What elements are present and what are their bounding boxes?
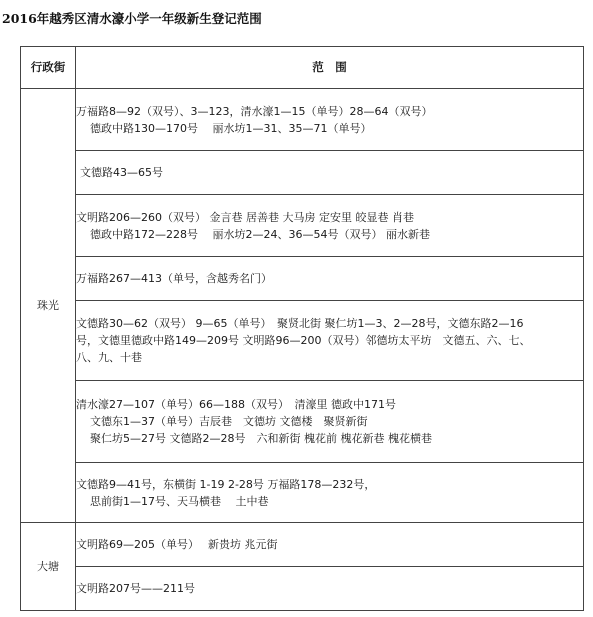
page-title: 2016年越秀区清水濠小学一年级新生登记范围 [2, 11, 262, 26]
range-line: 聚仁坊5—27号 文德路2—28号 六和新街 槐花前 槐花新巷 槐花横巷 [90, 432, 432, 445]
range-cell [76, 195, 584, 257]
table-row [21, 151, 584, 195]
table-row [21, 301, 584, 381]
registration-range-table [20, 46, 584, 611]
district-zhuguang: 珠光 [21, 89, 76, 523]
range-line: 万福路8—92（双号）、3—123，清水濠1—15（单号）28—64（双号） [76, 104, 433, 118]
range-cell [76, 463, 584, 523]
range-cell [76, 567, 584, 611]
district-datang: 大塘 [21, 523, 76, 611]
header-district: 行政街 [21, 47, 76, 89]
range-line: 文德路9—41号，东横街 1-19 2-28号 万福路178—232号， [76, 477, 376, 491]
range-line: 八、九、十巷 [76, 351, 142, 364]
range-line: 德政中路130—170号 丽水坊1—31、35—71（单号） [90, 121, 372, 135]
range-line: 文明路69—205（单号） 新贵坊 兆元街 [76, 538, 278, 551]
range-cell [76, 381, 584, 463]
table-row [21, 381, 584, 463]
table-row [21, 567, 584, 611]
range-cell [76, 301, 584, 381]
range-cell [76, 257, 584, 301]
range-line: 思前街1—17号、天马横巷 土中巷 [90, 494, 269, 508]
range-line: 文明路206—260（双号） 金言巷 居善巷 大马房 定安里 皎显巷 肖巷 [76, 210, 414, 224]
range-line: 清水濠27—107（单号）66—188（双号） 清濠里 德政中171号 [76, 398, 396, 411]
range-line: 文德路30—62（双号） 9—65（单号） 聚贤北街 聚仁坊1—3、2—28号，文德东路2—16 [76, 317, 524, 330]
table-row [21, 195, 584, 257]
range-line: 德政中路172—228号 丽水坊2—24、36—54号（双号） 丽水新巷 [90, 227, 430, 241]
range-line: 文德路43—65号 [80, 166, 163, 179]
table-row [21, 463, 584, 523]
header-range: 范 围 [76, 47, 584, 89]
range-line: 号，文德里德政中路149—209号 文明路96—200（双号）邻德坊太平坊 文德五、六、七、 [76, 334, 531, 347]
range-cell [76, 523, 584, 567]
table-row [21, 89, 584, 151]
range-cell [76, 151, 584, 195]
range-line: 文德东1—37（单号）吉辰巷 文德坊 文德楼 聚贤新街 [90, 415, 368, 428]
range-line: 文明路207号——211号 [76, 582, 195, 595]
range-cell [76, 89, 584, 151]
table-header-row [21, 47, 584, 89]
table-row [21, 257, 584, 301]
range-line: 万福路267—413（单号，含越秀名门） [76, 272, 272, 285]
table-row [21, 523, 584, 567]
